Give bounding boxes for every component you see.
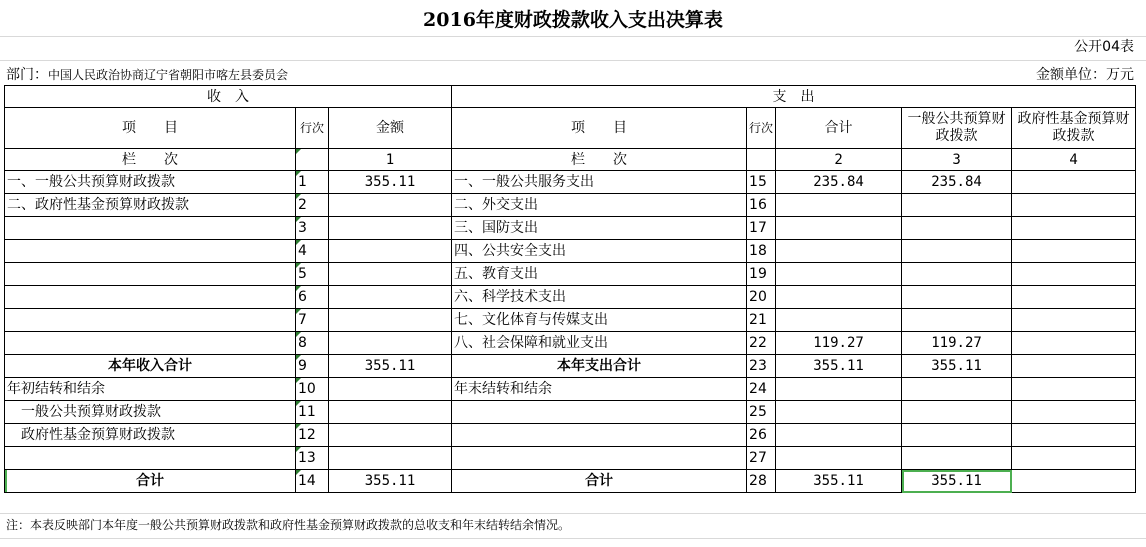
expense-item-cell[interactable]: 六、科学技术支出 bbox=[452, 286, 747, 309]
gov-fund-cell[interactable] bbox=[1012, 286, 1136, 309]
income-line-cell[interactable]: 11 bbox=[296, 401, 329, 424]
gov-fund-cell[interactable] bbox=[1012, 217, 1136, 240]
department-name: 中国人民政治协商辽宁省朝阳市喀左县委员会 bbox=[48, 68, 289, 82]
table-row bbox=[5, 401, 1136, 424]
expense-line-cell[interactable]: 25 bbox=[747, 401, 776, 424]
gov-fund-cell[interactable] bbox=[1012, 470, 1136, 493]
income-item-cell[interactable]: 年初结转和结余 bbox=[5, 378, 296, 401]
general-budget-cell[interactable] bbox=[902, 424, 1012, 447]
expense-item-cell[interactable]: 七、文化体育与传媒支出 bbox=[452, 309, 747, 332]
income-amount-header[interactable]: 金额 bbox=[329, 108, 452, 149]
column-number-3[interactable]: 3 bbox=[902, 149, 1012, 171]
income-amount-cell[interactable] bbox=[329, 194, 452, 217]
footnote: 注：本表反映部门本年度一般公共预算财政拨款和政府性基金预算财政拨款的总收支和年末结转结余情况。 bbox=[6, 518, 571, 532]
income-line-cell[interactable]: 13 bbox=[296, 447, 329, 470]
income-item-cell[interactable] bbox=[5, 309, 296, 332]
income-column-label[interactable]: 栏 次 bbox=[5, 149, 296, 171]
budget-table bbox=[4, 85, 1136, 493]
gov-fund-header[interactable]: 政府性基金预算财政拨款 bbox=[1012, 108, 1136, 149]
gov-fund-cell[interactable] bbox=[1012, 171, 1136, 194]
expense-total-cell[interactable] bbox=[776, 447, 902, 470]
expense-total-cell[interactable] bbox=[776, 401, 902, 424]
income-item-cell[interactable] bbox=[5, 217, 296, 240]
department-label: 部门： bbox=[6, 67, 48, 83]
expense-total-header[interactable]: 合计 bbox=[776, 108, 902, 149]
income-amount-cell[interactable]: 355.11 bbox=[329, 355, 452, 378]
general-budget-cell[interactable] bbox=[902, 263, 1012, 286]
table-row bbox=[5, 309, 1136, 332]
general-budget-cell[interactable]: 235.84 bbox=[902, 171, 1012, 194]
income-item-cell[interactable] bbox=[5, 286, 296, 309]
income-amount-cell[interactable] bbox=[329, 286, 452, 309]
gov-fund-cell[interactable] bbox=[1012, 447, 1136, 470]
column-number-1[interactable]: 1 bbox=[329, 149, 452, 171]
general-budget-cell[interactable] bbox=[902, 286, 1012, 309]
income-item-cell[interactable]: 一、一般公共预算财政拨款 bbox=[5, 171, 296, 194]
general-budget-header[interactable]: 一般公共预算财政拨款 bbox=[902, 108, 1012, 149]
expense-line-cell[interactable]: 26 bbox=[747, 424, 776, 447]
income-amount-cell[interactable] bbox=[329, 309, 452, 332]
income-item-cell[interactable]: 合计 bbox=[5, 470, 296, 493]
income-amount-cell[interactable] bbox=[329, 401, 452, 424]
income-item-cell[interactable] bbox=[5, 332, 296, 355]
expense-item-cell[interactable]: 五、教育支出 bbox=[452, 263, 747, 286]
income-line-cell[interactable]: 7 bbox=[296, 309, 329, 332]
income-line-cell[interactable]: 2 bbox=[296, 194, 329, 217]
general-budget-cell[interactable] bbox=[902, 401, 1012, 424]
general-budget-cell[interactable] bbox=[902, 217, 1012, 240]
table-row bbox=[5, 332, 1136, 355]
gov-fund-cell[interactable] bbox=[1012, 263, 1136, 286]
expense-item-cell[interactable]: 一、一般公共服务支出 bbox=[452, 171, 747, 194]
general-budget-cell[interactable] bbox=[902, 194, 1012, 217]
expense-item-header[interactable]: 项 目 bbox=[452, 108, 747, 149]
expense-column-label[interactable]: 栏 次 bbox=[452, 149, 747, 171]
expense-total-cell[interactable] bbox=[776, 378, 902, 401]
income-item-cell[interactable] bbox=[5, 447, 296, 470]
income-line-cell[interactable]: 14 bbox=[296, 470, 329, 493]
general-budget-cell[interactable]: 355.11 bbox=[902, 470, 1012, 493]
expense-total-cell[interactable] bbox=[776, 263, 902, 286]
department-line bbox=[6, 66, 288, 84]
expense-line-header[interactable]: 行次 bbox=[747, 108, 776, 149]
gov-fund-cell[interactable] bbox=[1012, 194, 1136, 217]
table-row bbox=[5, 286, 1136, 309]
expense-line-cell[interactable]: 19 bbox=[747, 263, 776, 286]
income-line-cell[interactable]: 3 bbox=[296, 217, 329, 240]
gov-fund-cell[interactable] bbox=[1012, 309, 1136, 332]
expense-total-cell[interactable]: 355.11 bbox=[776, 355, 902, 378]
table-row bbox=[5, 217, 1136, 240]
expense-item-cell[interactable]: 八、社会保障和就业支出 bbox=[452, 332, 747, 355]
expense-line-cell[interactable]: 27 bbox=[747, 447, 776, 470]
expense-line-cell[interactable]: 24 bbox=[747, 378, 776, 401]
income-item-cell[interactable]: 本年收入合计 bbox=[5, 355, 296, 378]
sheet-gridline bbox=[0, 538, 1146, 539]
expense-line-cell[interactable]: 23 bbox=[747, 355, 776, 378]
page-title: 2016年度财政拨款收入支出决算表 bbox=[423, 9, 723, 31]
income-amount-cell[interactable] bbox=[329, 332, 452, 355]
general-budget-cell[interactable] bbox=[902, 447, 1012, 470]
expense-total-cell[interactable] bbox=[776, 424, 902, 447]
expense-total-cell[interactable]: 235.84 bbox=[776, 171, 902, 194]
expense-total-cell[interactable]: 355.11 bbox=[776, 470, 902, 493]
gov-fund-cell[interactable] bbox=[1012, 355, 1136, 378]
expense-line-cell[interactable]: 18 bbox=[747, 240, 776, 263]
general-budget-cell[interactable] bbox=[902, 240, 1012, 263]
sheet-gridline bbox=[0, 60, 1146, 61]
income-amount-cell[interactable] bbox=[329, 217, 452, 240]
expense-item-cell[interactable]: 四、公共安全支出 bbox=[452, 240, 747, 263]
table-row bbox=[5, 240, 1136, 263]
table-row bbox=[5, 194, 1136, 217]
income-amount-cell[interactable] bbox=[329, 447, 452, 470]
income-item-cell[interactable]: 政府性基金预算财政拨款 bbox=[5, 424, 296, 447]
column-number-4[interactable]: 4 bbox=[1012, 149, 1136, 171]
table-row bbox=[5, 263, 1136, 286]
income-line-cell[interactable]: 4 bbox=[296, 240, 329, 263]
income-amount-cell[interactable] bbox=[329, 240, 452, 263]
income-amount-cell[interactable] bbox=[329, 378, 452, 401]
sheet-gridline bbox=[0, 36, 1146, 37]
expense-line-cell[interactable]: 21 bbox=[747, 309, 776, 332]
income-item-cell[interactable]: 一般公共预算财政拨款 bbox=[5, 401, 296, 424]
income-line-cell[interactable]: 10 bbox=[296, 378, 329, 401]
table-number: 公开04表 bbox=[1074, 39, 1134, 55]
gov-fund-cell[interactable] bbox=[1012, 401, 1136, 424]
expense-item-cell[interactable] bbox=[452, 401, 747, 424]
gov-fund-cell[interactable] bbox=[1012, 332, 1136, 355]
income-line-cell[interactable]: 5 bbox=[296, 263, 329, 286]
income-amount-cell[interactable] bbox=[329, 263, 452, 286]
expense-item-cell[interactable] bbox=[452, 447, 747, 470]
expense-header[interactable]: 支 出 bbox=[452, 86, 1136, 108]
income-line-cell[interactable]: 1 bbox=[296, 171, 329, 194]
expense-total-cell[interactable] bbox=[776, 194, 902, 217]
income-line-blank[interactable] bbox=[296, 149, 329, 171]
income-item-header[interactable]: 项 目 bbox=[5, 108, 296, 149]
income-line-header[interactable]: 行次 bbox=[296, 108, 329, 149]
table-row bbox=[5, 378, 1136, 401]
income-line-cell[interactable]: 9 bbox=[296, 355, 329, 378]
expense-item-cell[interactable]: 年末结转和结余 bbox=[452, 378, 747, 401]
column-number-2[interactable]: 2 bbox=[776, 149, 902, 171]
table-row bbox=[5, 447, 1136, 470]
gov-fund-cell[interactable] bbox=[1012, 378, 1136, 401]
table-row bbox=[5, 470, 1136, 493]
income-item-cell[interactable] bbox=[5, 263, 296, 286]
income-line-cell[interactable]: 8 bbox=[296, 332, 329, 355]
income-item-cell[interactable] bbox=[5, 240, 296, 263]
income-amount-cell[interactable]: 355.11 bbox=[329, 171, 452, 194]
expense-total-cell[interactable] bbox=[776, 240, 902, 263]
table-row bbox=[5, 171, 1136, 194]
income-line-cell[interactable]: 6 bbox=[296, 286, 329, 309]
general-budget-cell[interactable]: 119.27 bbox=[902, 332, 1012, 355]
income-amount-cell[interactable] bbox=[329, 424, 452, 447]
amount-unit: 金额单位：万元 bbox=[1036, 67, 1134, 83]
expense-line-cell[interactable]: 17 bbox=[747, 217, 776, 240]
income-amount-cell[interactable]: 355.11 bbox=[329, 470, 452, 493]
expense-item-cell[interactable]: 合计 bbox=[452, 470, 747, 493]
table-row bbox=[5, 355, 1136, 378]
table-row bbox=[5, 424, 1136, 447]
general-budget-cell[interactable] bbox=[902, 309, 1012, 332]
expense-line-cell[interactable]: 22 bbox=[747, 332, 776, 355]
income-line-cell[interactable]: 12 bbox=[296, 424, 329, 447]
expense-item-cell[interactable]: 本年支出合计 bbox=[452, 355, 747, 378]
income-item-cell[interactable]: 二、政府性基金预算财政拨款 bbox=[5, 194, 296, 217]
general-budget-cell[interactable] bbox=[902, 378, 1012, 401]
gov-fund-cell[interactable] bbox=[1012, 424, 1136, 447]
expense-line-cell[interactable]: 16 bbox=[747, 194, 776, 217]
expense-item-cell[interactable]: 二、外交支出 bbox=[452, 194, 747, 217]
expense-line-cell[interactable]: 28 bbox=[747, 470, 776, 493]
expense-item-cell[interactable]: 三、国防支出 bbox=[452, 217, 747, 240]
expense-total-cell[interactable] bbox=[776, 217, 902, 240]
general-budget-cell[interactable]: 355.11 bbox=[902, 355, 1012, 378]
expense-line-cell[interactable]: 15 bbox=[747, 171, 776, 194]
expense-line-cell[interactable]: 20 bbox=[747, 286, 776, 309]
expense-total-cell[interactable] bbox=[776, 286, 902, 309]
expense-item-cell[interactable] bbox=[452, 424, 747, 447]
expense-total-cell[interactable]: 119.27 bbox=[776, 332, 902, 355]
income-header[interactable]: 收 入 bbox=[5, 86, 452, 108]
sheet-gridline bbox=[0, 513, 1146, 514]
expense-line-blank[interactable] bbox=[747, 149, 776, 171]
gov-fund-cell[interactable] bbox=[1012, 240, 1136, 263]
expense-total-cell[interactable] bbox=[776, 309, 902, 332]
